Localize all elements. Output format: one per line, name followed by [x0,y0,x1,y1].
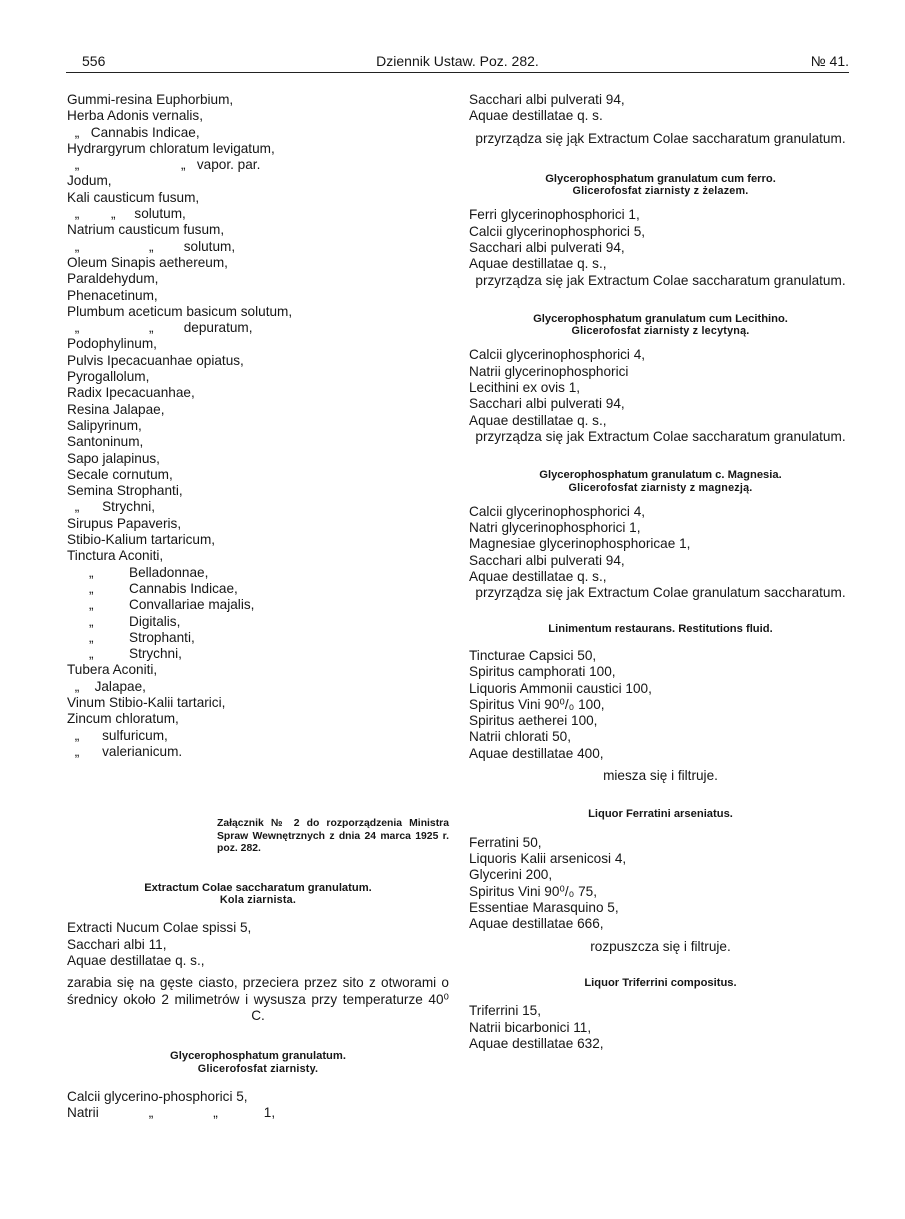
recipe-line: Aquae destillatae q. s. [469,108,603,124]
section-title: Liquor Ferratini arseniatus. [588,808,733,821]
list-item: Santoninum, [67,434,144,450]
recipe-line: Aquae destillatae q. s., [469,568,607,584]
annex-note: Załącznik № 2 do rozporządzenia Ministra Spraw Wewnętrznych z dnia 24 marca 1925 r. poz. 282. [217,818,449,855]
list-item: Tinctura Aconiti, [67,548,164,564]
recipe-line: Lecithini ex ovis 1, [469,379,581,395]
ditto-mark: „ [148,1105,154,1121]
list-item: „ Strychni, [67,499,449,515]
recipe-instruction: przyrządza się jak Extractum Colae granulatum saccharatum. [475,585,846,601]
list-item: „ Digitalis, [89,613,181,629]
list-item: Hydrargyrum chloratum levigatum, [67,140,275,156]
section-subtitle: Glicerofosfat ziarnisty z magnezją. [568,481,753,494]
list-item: Natrium causticum fusum, [67,222,225,238]
ditto-mark: „ [74,678,80,694]
list-item: „ Strychni, [89,646,182,662]
section-title: Glycerophosphatum granulatum cum ferro. [545,172,776,185]
list-item: Secale cornutum, [67,466,173,482]
recipe-instruction: przyrządza się jak Extractum Colae saccharatum granulatum. [475,272,846,288]
recipe-line: Liquoris Kalii arsenicosi 4, [469,851,627,867]
section-subtitle: Kola ziarnista. [219,894,297,907]
recipe-instruction: przyrządza się jąk Extractum Colae saccharatum granulatum. [475,130,846,146]
list-item: „ Cannabis Indicae, [89,580,238,596]
recipe-line: Aquae destillatae 666, [469,916,604,932]
list-item: Sirupus Papaveris, [67,515,182,531]
section-subtitle: Glicerofosfat ziarnisty z żelazem. [572,185,749,198]
recipe-line: Calcii glycerinophosphorici 4, [469,503,646,519]
section-title: Glycerophosphatum granulatum. [170,1050,346,1063]
list-item: „ Belladonnae, [89,564,209,580]
ditto-mark: „ [89,564,94,580]
recipe-line: Tincturae Capsici 50, [469,647,597,663]
recipe-line: Triferrini 15, [469,1003,542,1019]
ditto-mark: „ [149,238,154,254]
recipe-line: Aquae destillatae 400, [469,745,604,761]
recipe-line: Calcii glycerino-phosphorici 5, [67,1088,248,1104]
ditto-mark: „ [89,597,94,613]
recipe-line: Aquae destillatae q. s., [469,412,607,428]
section-title: Glycerophosphatum granulatum c. Magnesia. [539,469,782,482]
list-item: Podophylinum, [67,336,157,352]
header-rule [66,72,849,73]
section-title: Extractum Colae saccharatum granulatum. [144,881,372,894]
ditto-mark: „ [74,157,80,173]
list-item: „ Strophanti, [89,629,195,645]
list-item: Pyrogallolum, [67,369,150,385]
recipe-line: Essentiae Marasquino 5, [469,900,619,915]
list-item: Kali causticum fusum, [67,189,200,205]
recipe-line: Sacchari albi pulverati 94, [469,239,625,255]
section-title: Glycerophosphatum granulatum cum Lecithino. [533,312,788,325]
list-item: Paraldehydum, [67,271,159,287]
recipe-line: Sacchari albi pulverati 94, [469,552,625,568]
recipe-line: Spiritus Vini 90⁰/₀ 100, [469,696,605,712]
list-item: Semina Strophanti, [67,483,183,499]
recipe-line: Aquae destillatae 632, [469,1035,604,1051]
recipe-instruction: rozpuszcza się i filtruje. [590,938,731,954]
recipe-line: Sacchari albi pulverati 94, [469,396,625,412]
recipe-line: Sacchari albi 11, [67,936,167,952]
recipe-line: Natrii bicarbonici 11, [469,1019,592,1035]
list-item: „ „ vapor. par. [67,157,449,173]
list-item: Oleum Sinapis aethereum, [67,254,228,270]
ditto-mark: „ [89,629,94,645]
recipe-line: Magnesiae glycerinophosphoricae 1, [469,536,691,552]
recipe-line: Natrii chlorati 50, [469,729,571,745]
right-column [469,92,852,1052]
list-item: „ Convallariae majalis, [89,597,255,613]
recipe-line: Liquoris Ammonii caustici 100, [469,680,652,696]
ditto-mark: „ [213,1105,218,1121]
recipe-line: Natri glycerinophosphorici 1, [469,519,641,535]
ditto-mark: „ [74,320,80,336]
recipe-line: Sacchari albi pulverati 94, [469,92,625,107]
recipe-line: Ferri glycerinophosphorici 1, [469,207,640,223]
ditto-mark: „ [89,580,94,596]
ditto-mark: „ [181,157,186,173]
recipe-line: Calcii glycerinophosphorici 5, [469,223,646,239]
ditto-mark: „ [111,206,116,222]
list-item: Sapo jalapinus, [67,450,160,466]
list-item: Jodum, [67,173,112,189]
journal-title: Dziennik Ustaw. Poz. 282. [376,53,539,69]
ditto-mark: „ [74,238,80,254]
list-item: Zincum chloratum, [67,711,179,727]
recipe-line: Glycerini 200, [469,867,553,883]
list-item: „ „ solutum, [67,206,449,222]
recipe-line: Aquae destillatae q. s., [67,953,205,969]
section-title: Liquor Triferrini compositus. [584,976,737,989]
list-item: „ valerianicum. [67,744,449,760]
ditto-mark: „ [74,206,80,222]
list-item: Salipyrinum, [67,417,142,433]
section-subtitle: Glicerofosfat ziarnisty. [197,1062,319,1075]
recipe-line: Natrii glycerinophosphorici [469,363,629,379]
page-number: 556 [82,53,106,69]
ditto-mark: „ [89,613,94,629]
list-item: Phenacetinum, [67,287,158,303]
recipe-instruction: miesza się i filtruje. [603,768,718,784]
recipe-line: Ferratini 50, [469,834,542,850]
recipe-line: Aquae destillatae q. s., [469,256,607,272]
ditto-mark: „ [89,646,94,662]
recipe-line: Calcii glycerinophosphorici 4, [469,347,646,363]
list-item: „ „ depuratum, [67,320,449,336]
list-item: „ Cannabis Indicae, [67,125,449,141]
recipe-line: Spiritus Vini 90⁰/₀ 75, [469,883,597,899]
list-item: „ sulfuricum, [67,728,449,744]
list-item: Gummi-resina Euphorbium, [67,92,234,107]
recipe-instruction: przyrządza się jak Extractum Colae saccharatum granulatum. [475,428,846,444]
list-item: „ Jalapae, [67,679,449,695]
list-item: Plumbum aceticum basicum solutum, [67,303,293,319]
list-item: Pulvis Ipecacuanhae opiatus, [67,352,244,368]
issue-number: № 41. [810,53,849,69]
list-item: „ „ solutum, [67,239,449,255]
recipe-instruction: zarabia się na gęste ciasto, przeciera przez sito z otworami o średnicy około 2 milimetrów i wysusza przy temperaturze 40⁰ C. [67,975,449,1023]
recipe-line: Spiritus aetherei 100, [469,713,598,729]
recipe-line: Spiritus camphorati 100, [469,664,616,680]
list-item: Tubera Aconiti, [67,662,158,678]
list-item: Stibio-Kalium tartaricum, [67,532,216,548]
list-item: Vinum Stibio-Kalii tartarici, [67,694,226,710]
recipe-line: Extracti Nucum Colae spissi 5, [67,920,252,936]
left-column [67,92,449,1121]
ditto-mark: „ [74,124,80,140]
section-subtitle: Glicerofosfat ziarnisty z lecytyną. [571,325,750,338]
ditto-mark: „ [149,320,154,336]
list-item: Herba Adonis vernalis, [67,108,204,124]
list-item: Resina Jalapae, [67,401,165,417]
ditto-mark: „ [74,499,80,515]
section-title: Linimentum restaurans. Restitutions fluid. [548,623,773,636]
ditto-mark: „ [74,727,80,743]
ditto-mark: „ [74,743,80,759]
recipe-line: Natrii „ „ 1, [67,1105,276,1121]
list-item: Radix Ipecacuanhae, [67,385,195,401]
